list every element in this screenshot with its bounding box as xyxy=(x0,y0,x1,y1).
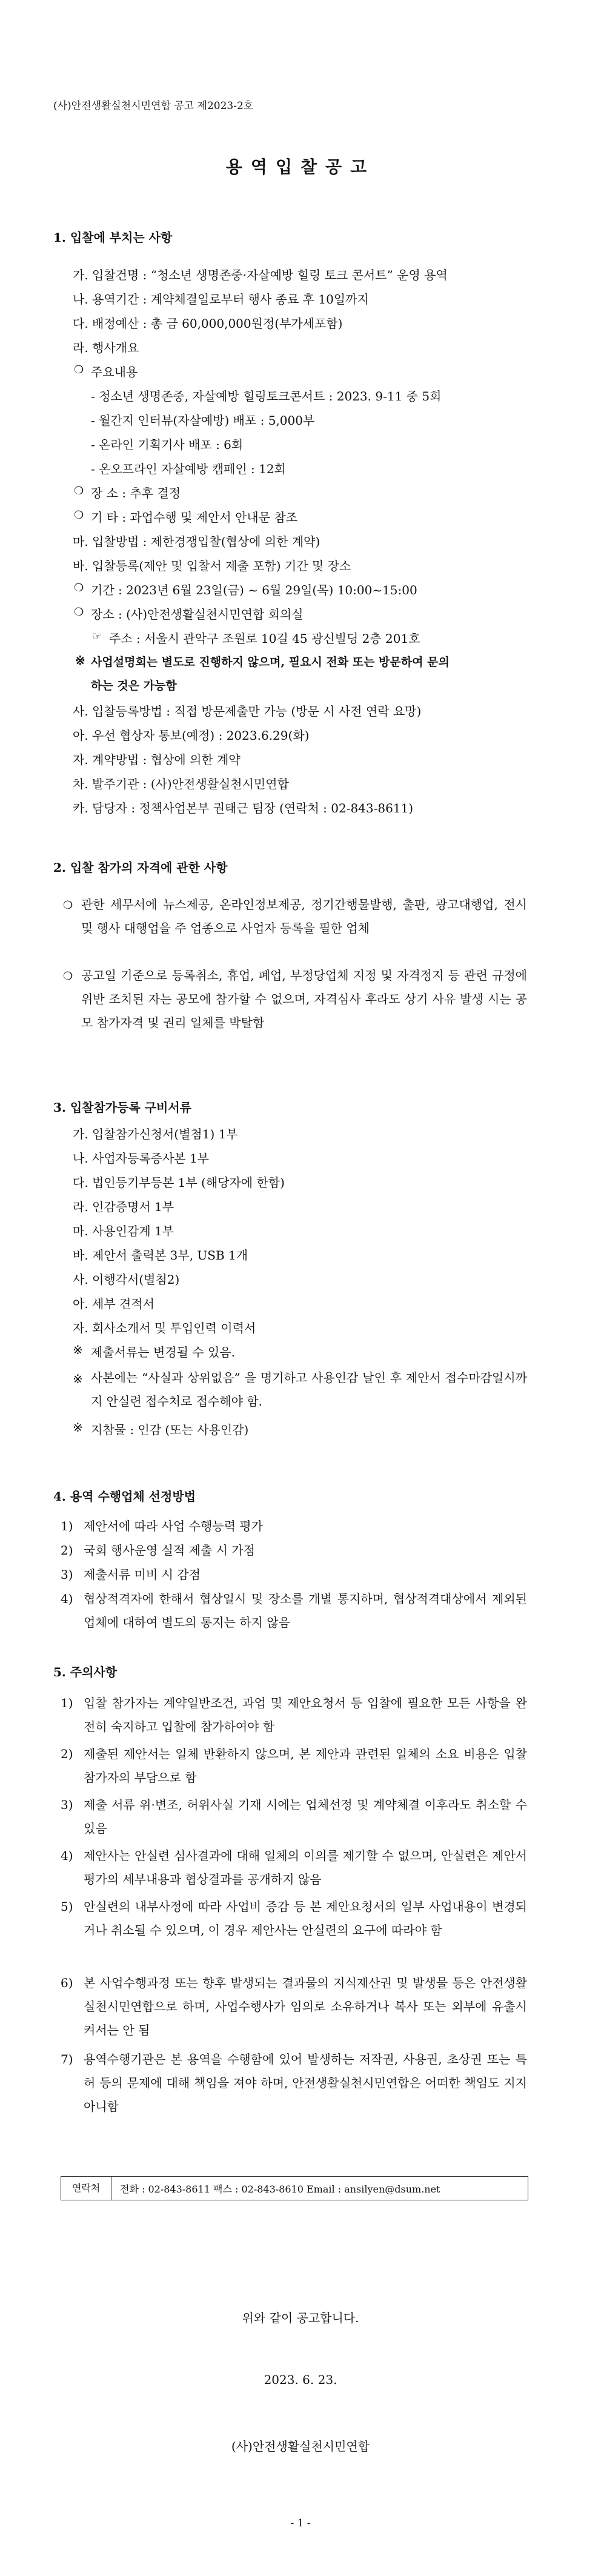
list-item xyxy=(61,1793,527,1841)
registration-period: 기간 : 2023년 6월 23일(금) ~ 6월 29일(목) 10:00~15:00 xyxy=(91,583,417,597)
list-item xyxy=(61,1895,527,1942)
list-item xyxy=(61,1742,527,1790)
reference-mark-icon: ※ xyxy=(73,1343,83,1357)
list-number: 2) xyxy=(61,1543,73,1558)
list-number: 7) xyxy=(61,2052,73,2066)
bullet-icon: ❍ xyxy=(74,509,84,522)
contact-box xyxy=(61,2176,528,2200)
list-text: 제출서류 미비 시 감점 xyxy=(84,1567,201,1582)
section-5-heading: 5. 주의사항 xyxy=(53,1665,118,1679)
qualification-paragraph-1: 관한 세무서에 뉴스제공, 온라인정보제공, 정기간행물발행, 출판, 광고대행업, 전시 및 행사 대행업을 주 업종으로 사업자 등록을 필한 업체 xyxy=(81,897,527,935)
item-ra: 라. 행사개요 xyxy=(73,340,139,355)
briefing-note-line-1: 사업설명회는 별도로 진행하지 않으며, 필요시 전화 또는 방문하여 문의 xyxy=(91,656,450,669)
list-item xyxy=(61,1539,527,1562)
closing-statement: 위와 같이 공고합니다. xyxy=(242,2311,359,2325)
list-item xyxy=(61,1691,527,1739)
doc-item-5: 마. 사용인감계 1부 xyxy=(73,1224,174,1238)
list-text: 제출된 제안서는 일체 반환하지 않으며, 본 제안과 관련된 일체의 소요 비용은 입찰참가자의 부담으로 함 xyxy=(84,1747,527,1785)
doc-item-6: 바. 제안서 출력본 3부, USB 1개 xyxy=(73,1248,248,1263)
list-number: 3) xyxy=(61,1798,73,1812)
bullet-icon: ❍ xyxy=(74,363,84,376)
list-text: 제안서에 따라 사업 수행능력 평가 xyxy=(84,1519,263,1533)
doc-item-3: 다. 법인등기부등본 1부 (해당자에 한함) xyxy=(73,1175,285,1190)
doc-item-4: 라. 인감증명서 1부 xyxy=(73,1200,174,1214)
reference-mark-icon: ※ xyxy=(73,1420,83,1435)
list-number: 3) xyxy=(61,1567,73,1582)
event-place: 장 소 : 추후 결정 xyxy=(91,486,181,500)
main-item-1: - 청소년 생명존중, 자살예방 힐링토크콘서트 : 2023. 9-11 중 5회 xyxy=(91,389,442,403)
doc-note-1: 제출서류는 변경될 수 있음. xyxy=(91,1345,235,1359)
pointing-hand-icon: ☞ xyxy=(92,630,102,643)
briefing-note-line-2: 하는 것은 가능함 xyxy=(91,679,177,692)
item-a: 아. 우선 협상자 통보(예정) : 2023.6.29(화) xyxy=(73,728,310,743)
list-number: 1) xyxy=(61,1519,73,1533)
doc-item-1: 가. 입찰참가신청서(별첨1) 1부 xyxy=(73,1127,238,1141)
bullet-icon: ❍ xyxy=(63,970,73,983)
list-text: 용역수행기관은 본 용역을 수행함에 있어 발생하는 저작권, 사용권, 초상권 또는 특허 등의 문제에 대해 책임을 져야 하며, 안전생활실천시민연합은 어떠한 책임도 지지 아니함 xyxy=(84,2052,527,2114)
doc-item-2: 나. 사업자등록증사본 1부 xyxy=(73,1151,209,1166)
list-number: 2) xyxy=(61,1747,73,1761)
main-item-4: - 온오프라인 자살예방 캠페인 : 12회 xyxy=(91,462,286,476)
list-item xyxy=(61,1587,527,1635)
item-cha: 차. 발주기관 : (사)안전생활실천시민연합 xyxy=(73,777,289,791)
reference-mark-icon: ※ xyxy=(75,653,85,668)
list-text: 협상적격자에 한해서 협상일시 및 장소를 개별 통지하며, 협상적격대상에서 제외된 업체에 대하여 별도의 통지는 하지 않음 xyxy=(84,1592,527,1630)
list-number: 4) xyxy=(61,1592,73,1606)
list-item xyxy=(61,1515,527,1538)
list-item xyxy=(61,2048,527,2119)
main-content-label: 주요내용 xyxy=(91,365,138,379)
list-text: 제출 서류 위·변조, 허위사실 기재 시에는 업체선정 및 계약체결 이후라도 취소할 수 있음 xyxy=(84,1798,527,1836)
list-number: 6) xyxy=(61,1976,73,1990)
item-ba: 바. 입찰등록(제안 및 입찰서 제출 포함) 기간 및 장소 xyxy=(73,559,351,573)
list-item xyxy=(61,1563,527,1587)
reference-mark-icon: ※ xyxy=(73,1372,83,1386)
event-etc: 기 타 : 과업수행 및 제안서 안내문 참조 xyxy=(91,510,298,525)
list-text: 본 사업수행과정 또는 향후 발생되는 결과물의 지식재산권 및 발생물 등은 안전생활실천시민연합으로 하며, 사업수행사가 임의로 소유하거나 복사 또는 외부에 유출시켜서는 안 됨 xyxy=(84,1976,527,2037)
main-item-2: - 월간지 인터뷰(자살예방) 배포 : 5,000부 xyxy=(91,413,315,428)
list-text: 국회 행사운영 실적 제출 시 가점 xyxy=(84,1543,255,1558)
doc-note-3: 지참물 : 인감 (또는 사용인감) xyxy=(91,1422,249,1437)
item-ma: 마. 입찰방법 : 제한경쟁입찰(협상에 의한 계약) xyxy=(73,534,320,549)
contact-label: 연락처 xyxy=(61,2177,111,2200)
section-4-heading: 4. 용역 수행업체 선정방법 xyxy=(53,1489,196,1504)
bullet-icon: ❍ xyxy=(74,485,84,497)
item-sa: 사. 입찰등록방법 : 직접 방문제출만 가능 (방문 시 사전 연락 요망) xyxy=(73,704,422,719)
list-number: 4) xyxy=(61,1848,73,1863)
main-item-3: - 온라인 기획기사 배포 : 6회 xyxy=(91,437,244,452)
bullet-icon: ❍ xyxy=(63,899,73,912)
doc-item-8: 아. 세부 견적서 xyxy=(73,1296,154,1311)
bullet-icon: ❍ xyxy=(74,582,84,594)
list-text: 입찰 참가자는 계약일반조건, 과업 및 제안요청서 등 입찰에 필요한 모든 사항을 완전히 숙지하고 입찰에 참가하여야 함 xyxy=(84,1696,527,1734)
item-ga: 가. 입찰건명 : “청소년 생명존중·자살예방 힐링 토크 콘서트” 운영 용역 xyxy=(73,268,448,282)
list-number: 5) xyxy=(61,1899,73,1914)
item-da: 다. 배정예산 : 총 금 60,000,000원정(부가세포함) xyxy=(73,316,343,331)
document-title: 용역입찰공고 xyxy=(225,157,376,177)
doc-note-2: 사본에는 “사실과 상위없음” 을 명기하고 사용인감 날인 후 제안서 접수마감일시까지 안실련 접수처로 접수해야 함. xyxy=(91,1370,527,1409)
contact-info: 전화 : 02-843-8611 팩스 : 02-843-8610 Email : ansilyen@dsum.net xyxy=(120,2183,440,2195)
notice-date: 2023. 6. 23. xyxy=(264,2372,337,2387)
section-3-heading: 3. 입찰참가등록 구비서류 xyxy=(53,1100,192,1115)
doc-item-9: 자. 회사소개서 및 투입인력 이력서 xyxy=(73,1321,256,1335)
issuing-organization: (사)안전생활실천시민연합 xyxy=(231,2439,370,2454)
bullet-icon: ❍ xyxy=(74,606,84,619)
list-text: 안실련의 내부사정에 따라 사업비 증감 등 본 제안요청서의 일부 사업내용이 변경되거나 취소될 수 있으며, 이 경우 제안사는 안실련의 요구에 따라야 함 xyxy=(84,1899,527,1937)
qualification-paragraph-2: 공고일 기준으로 등록취소, 휴업, 폐업, 부정당업체 지정 및 자격정지 등 관련 규정에 위반 조치된 자는 공모에 참가할 수 없으며, 자격심사 후라도 상기 사유 발생 시는 공모 참가자격 및 권리 일체를 박탈함 xyxy=(81,968,527,1030)
doc-item-7: 사. 이행각서(별첨2) xyxy=(73,1272,180,1287)
registration-venue: 장소 : (사)안전생활실천시민연합 회의실 xyxy=(91,607,304,622)
list-item xyxy=(61,1971,527,2042)
list-text: 제안사는 안실련 심사결과에 대해 일체의 이의를 제기할 수 없으며, 안실련은 제안서 평가의 세부내용과 협상결과를 공개하지 않음 xyxy=(84,1848,527,1887)
item-ja: 자. 계약방법 : 협상에 의한 계약 xyxy=(73,752,241,767)
list-number: 1) xyxy=(61,1696,73,1710)
notice-number: (사)안전생활실천시민연합 공고 제2023-2호 xyxy=(53,100,254,112)
page-number: - 1 - xyxy=(290,2517,311,2529)
venue-address: 주소 : 서울시 관악구 조원로 10길 45 광신빌딩 2층 201호 xyxy=(109,631,420,646)
item-na: 나. 용역기간 : 계약체결일로부터 행사 종료 후 10일까지 xyxy=(73,292,369,307)
list-item xyxy=(61,1844,527,1891)
item-ka: 카. 담당자 : 정책사업본부 권태근 팀장 (연락처 : 02-843-8611) xyxy=(73,801,414,815)
section-2-heading: 2. 입찰 참가의 자격에 관한 사항 xyxy=(53,860,228,875)
section-1-heading: 1. 입찰에 부치는 사항 xyxy=(53,230,173,245)
